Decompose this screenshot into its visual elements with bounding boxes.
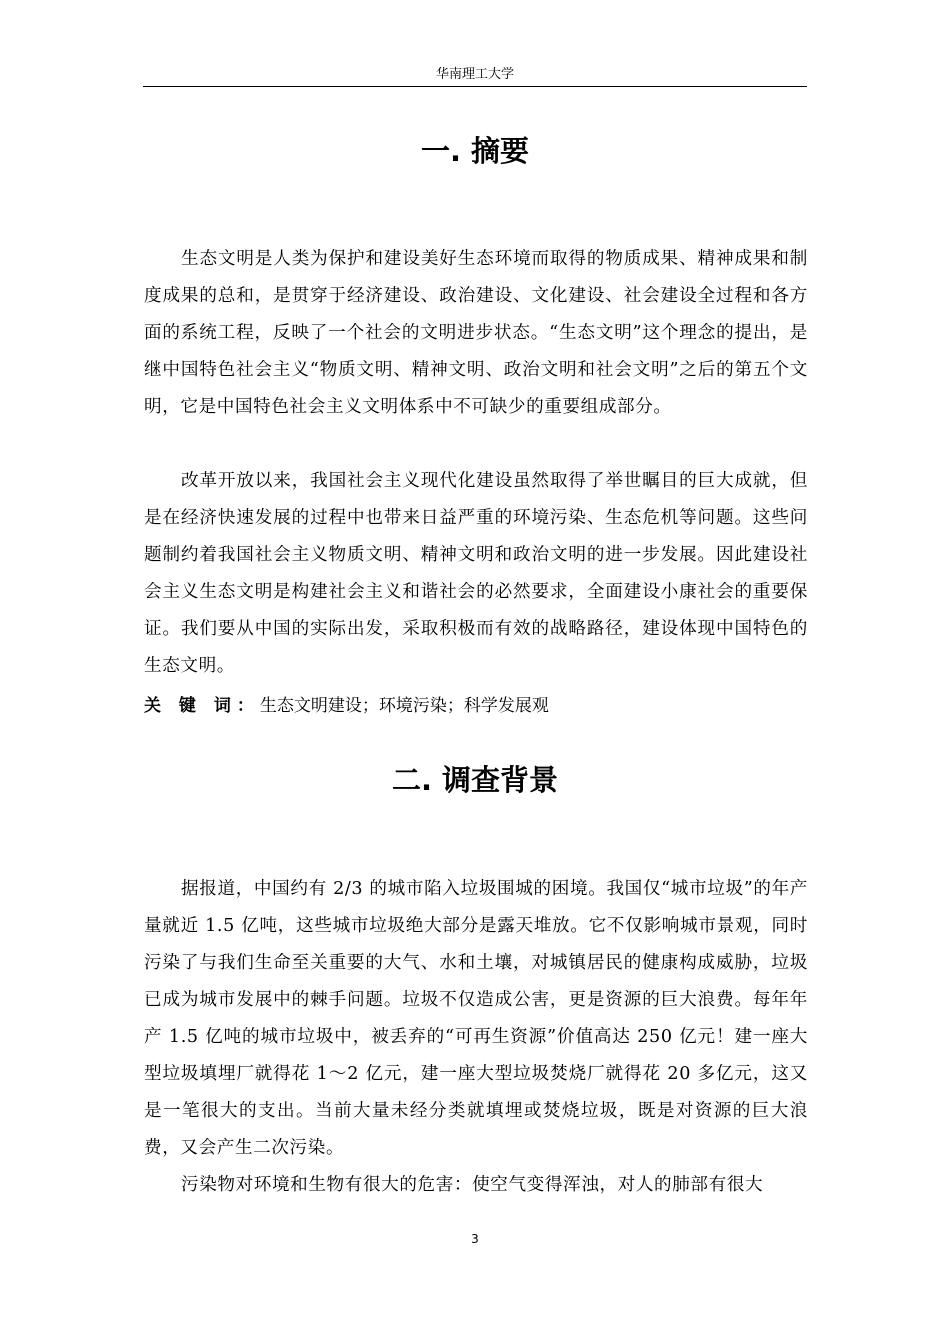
abstract-paragraph-1: 生态文明是人类为保护和建设美好生态环境而取得的物质成果、精神成果和制度成果的总和，是贯穿于经济建设、政治建设、文化建设、社会建设全过程和各方面的系统工程，反映了一个社会的文明进步状态。“生态文明”这个理念的提出，是继中国特色社会主义“物质文明、精神文明、政治文明和社会文明”之后的第五个文明，它是中国特色社会主义文明体系中不可缺少的重要组成部分。 <box>144 249 808 417</box>
section-heading-background: 二. 调查背景 <box>391 763 559 797</box>
background-paragraph-2: 污染物对环境和生物有很大的危害：使空气变得浑浊，对人的肺部有很大 <box>181 1175 764 1195</box>
header-rule <box>143 86 807 87</box>
keywords-line <box>144 688 808 725</box>
page-number: 3 <box>471 1232 479 1246</box>
background-paragraph-1: 据报道，中国约有 2/3 的城市陷入垃圾围城的困境。我国仅“城市垃圾”的年产量就近 1.5 亿吨，这些城市垃圾绝大部分是露天堆放。它不仅影响城市景观，同时污染了与我们生命至关重要的大气、水和土壤，对城镇居民的健康构成威胁，垃圾已成为城市发展中的棘手问题。垃圾不仅造成公害，更是资源的巨大浪费。每年年产 1.5 亿吨的城市垃圾中，被丢弃的“可再生资源”价值高达 250 亿元！建一座大型垃圾填埋厂就得花 1～2 亿元，建一座大型垃圾焚烧厂就得花 20 多亿元，这又是一笔很大的支出。当前大量未经分类就填埋或焚烧垃圾，既是对资源的巨大浪费，又会产生二次污染。 <box>144 879 808 1158</box>
abstract-paragraph-2: 改革开放以来，我国社会主义现代化建设虽然取得了举世瞩目的巨大成就，但是在经济快速发展的过程中也带来日益严重的环境污染、生态危机等问题。这些问题制约着我国社会主义物质文明、精神文明和政治文明的进一步发展。因此建设社会主义生态文明是构建社会主义和谐社会的必然要求，全面建设小康社会的重要保证。我们要从中国的实际出发，采取积极而有效的战略路径，建设体现中国特色的生态文明。 <box>144 471 808 676</box>
keywords-label: 关 键 词： <box>144 696 260 716</box>
keywords-value: 生态文明建设；环境污染；科学发展观 <box>259 696 549 716</box>
section-heading-abstract: 一. 摘要 <box>420 134 530 168</box>
running-header: 华南理工大学 <box>435 67 514 82</box>
